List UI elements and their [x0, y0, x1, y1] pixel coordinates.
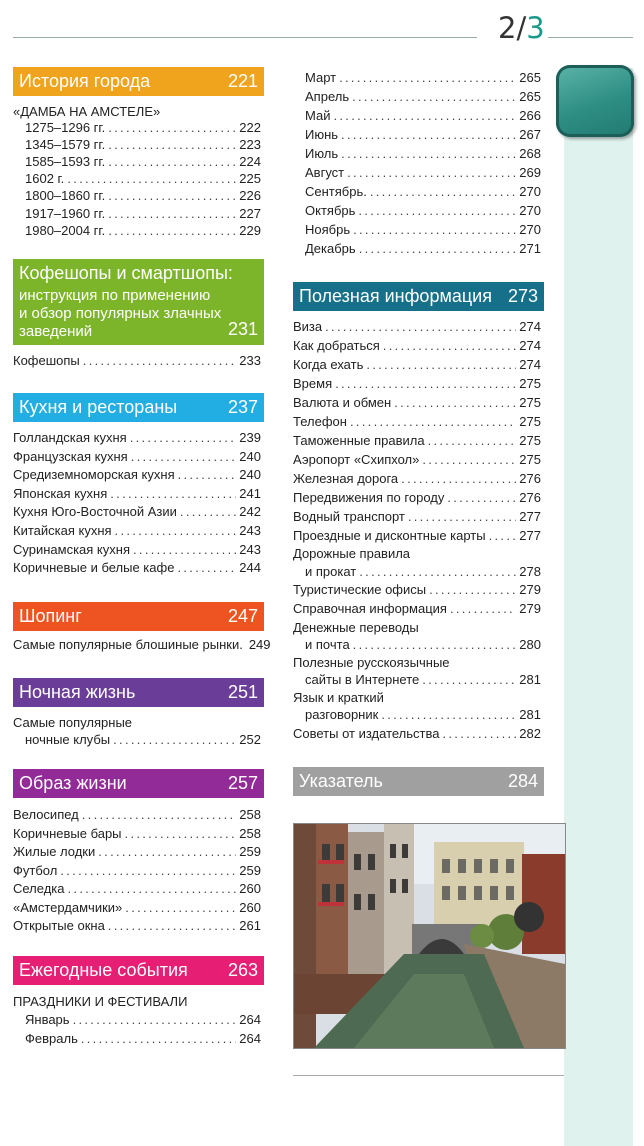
toc-entry-tips[interactable]: [293, 725, 541, 743]
entry-label: Селедка: [13, 881, 65, 896]
dot-leader: [352, 88, 516, 106]
entry-page: 239: [239, 430, 261, 445]
dot-leader: [325, 318, 516, 336]
entry-label: Футбол: [13, 862, 58, 878]
dot-leader: [370, 183, 516, 201]
section-title: Ночная жизнь: [19, 682, 136, 702]
toc-entry-kitchen[interactable]: [13, 448, 261, 466]
entry-label: Таможенные правила: [293, 433, 425, 448]
dot-leader: [381, 706, 516, 724]
entry-page: 258: [239, 825, 261, 841]
section-subtitle-1: инструкция по применению: [19, 287, 211, 304]
toc-entry-kitchen[interactable]: [13, 541, 261, 559]
entry-label: 1345–1579 гг.: [25, 137, 106, 153]
section-page: 231: [227, 319, 258, 339]
events-heading: ПРАЗДНИКИ И ФЕСТИВАЛИ: [13, 994, 188, 1009]
entry-label: Голландская кухня: [13, 430, 127, 445]
entry-page: 243: [239, 541, 261, 557]
dot-leader: [108, 205, 236, 223]
section-lifestyle[interactable]: [13, 769, 264, 798]
entry-label: Коричневые и белые кафе: [13, 560, 175, 576]
entry-page: 276: [519, 471, 541, 486]
dot-leader: [108, 153, 236, 171]
section-page: 263: [227, 960, 258, 980]
entry-page: 281: [519, 672, 541, 687]
entry-page: 260: [239, 899, 261, 915]
entry-page: 268: [519, 146, 541, 161]
dot-leader: [359, 563, 516, 581]
entry-page: 275: [519, 376, 541, 391]
entry-page: 225: [239, 171, 261, 187]
dot-leader: [339, 69, 516, 87]
entry-page: 274: [519, 357, 541, 372]
entry-label: Август: [305, 165, 345, 180]
section-coffeeshops[interactable]: [13, 259, 264, 345]
dot-leader: [353, 636, 517, 654]
entry-label: Французская кухня: [13, 448, 128, 464]
entry-label: Кофешопы: [13, 353, 80, 368]
toc-entry-roads[interactable]: [305, 563, 541, 581]
toc-entry-history[interactable]: [25, 153, 261, 171]
entry-label: Март: [305, 70, 337, 85]
entry-page: 269: [519, 165, 541, 180]
toc-entry-useful[interactable]: [293, 337, 541, 355]
section-page: 273: [507, 286, 538, 306]
entry-label: Когда ехать: [293, 357, 364, 372]
dot-leader: [60, 862, 236, 880]
section-title: Кофешопы и смартшопы:: [19, 263, 233, 283]
dot-leader: [422, 451, 516, 469]
entry-page: 241: [239, 485, 261, 501]
toc-entry-useful[interactable]: [293, 375, 541, 393]
entry-page: 227: [239, 205, 261, 221]
toc-entry-history[interactable]: [25, 205, 261, 223]
dot-leader: [401, 470, 516, 488]
entry-label: Коричневые бары: [13, 825, 122, 841]
entry-label: Открытые окна: [13, 918, 105, 933]
entry-label: Февраль: [25, 1030, 78, 1046]
dot-leader: [133, 541, 236, 559]
section-page: 284: [507, 771, 538, 791]
entry-label: Туристические офисы: [293, 582, 427, 597]
entry-page: 226: [239, 188, 261, 204]
entry-label: 1800–1860 гг.: [25, 188, 106, 204]
canal-photo: [293, 823, 566, 1049]
toc-entry-kitchen[interactable]: [13, 466, 261, 484]
toc-entry-month[interactable]: [305, 145, 541, 163]
toc-entry-useful[interactable]: [293, 527, 541, 545]
entry-label: 1275–1296 гг.: [25, 120, 106, 135]
entry-page: 281: [519, 707, 541, 722]
toc-entry-money[interactable]: [305, 636, 541, 654]
dot-leader: [115, 522, 237, 540]
toc-entry-phrasebook[interactable]: [305, 706, 541, 724]
toc-entry-lifestyle[interactable]: [13, 843, 261, 861]
entry-label: и прокат: [305, 564, 357, 579]
toc-entry-history[interactable]: [25, 136, 261, 154]
dot-leader: [447, 489, 516, 507]
dot-leader: [429, 581, 516, 599]
entry-label: Время: [293, 376, 333, 391]
entry-page: 264: [239, 1012, 261, 1027]
dot-leader: [108, 119, 236, 137]
entry-label: Ноябрь: [305, 222, 351, 237]
dot-leader: [350, 413, 516, 431]
entry-page: 224: [239, 154, 261, 170]
toc-entry-kitchen[interactable]: [13, 559, 261, 577]
section-useful-info[interactable]: [293, 282, 544, 311]
section-title: Указатель: [299, 771, 383, 791]
entry-page: 252: [239, 732, 261, 747]
toc-entry-month[interactable]: [305, 240, 541, 258]
toc-entry-useful[interactable]: [293, 356, 541, 374]
entry-page: 266: [519, 108, 541, 123]
dot-leader: [347, 164, 516, 182]
entry-label: Железная дорога: [293, 471, 399, 486]
entry-page: 244: [239, 560, 261, 576]
toc-entry-useful[interactable]: [293, 394, 541, 412]
toc-entry-lifestyle[interactable]: [13, 806, 261, 824]
useful-roads-line1: Дорожные правила: [293, 546, 411, 561]
toc-entry-events[interactable]: [25, 1030, 261, 1048]
dot-leader: [131, 448, 237, 466]
toc-entry-useful[interactable]: [293, 470, 541, 488]
entry-page: 279: [519, 582, 541, 597]
entry-page: 282: [519, 726, 541, 741]
section-page: 257: [227, 773, 258, 793]
section-title: Шопинг: [19, 606, 82, 626]
entry-label: Июнь: [305, 127, 339, 142]
toc-entry-useful[interactable]: [293, 581, 541, 599]
useful-sites-line1: Полезные русскоязычные: [293, 655, 450, 670]
entry-label: Виза: [293, 319, 323, 334]
section-page: 221: [227, 71, 258, 91]
toc-entry-history[interactable]: [25, 187, 261, 205]
entry-page: 277: [519, 509, 541, 524]
dot-leader: [353, 221, 516, 239]
entry-page: 261: [239, 918, 261, 933]
entry-label: Суринамская кухня: [13, 541, 130, 557]
entry-page: 275: [519, 433, 541, 448]
entry-page: 267: [519, 127, 541, 142]
entry-label: Водный транспорт: [293, 509, 405, 524]
entry-page: 229: [239, 222, 261, 238]
entry-label: Советы от издательства: [293, 726, 440, 741]
entry-label: сайты в Интернете: [305, 672, 420, 687]
dot-leader: [408, 508, 516, 526]
entry-label: Велосипед: [13, 807, 79, 822]
toc-entry-kitchen[interactable]: [13, 503, 261, 521]
entry-page: 274: [519, 338, 541, 353]
dot-leader: [178, 466, 237, 484]
toc-entry-lifestyle[interactable]: [13, 862, 261, 880]
entry-page: 264: [239, 1030, 261, 1046]
entry-label: Кухня Юго-Восточной Азии: [13, 504, 177, 520]
entry-page: 270: [519, 184, 541, 199]
entry-page: 240: [239, 467, 261, 483]
section-events[interactable]: [13, 956, 264, 985]
dot-leader: [422, 671, 516, 689]
entry-page: 259: [239, 862, 261, 878]
section-title: Ежегодные события: [19, 960, 188, 980]
toc-entry-coffee[interactable]: [13, 352, 261, 370]
dot-leader: [428, 432, 517, 450]
dot-leader: [108, 917, 237, 935]
page-current: 2: [498, 11, 517, 45]
dot-leader: [73, 1011, 237, 1029]
dot-leader: [130, 429, 237, 447]
entry-label: Сентябрь.: [305, 184, 367, 199]
toc-entry-month[interactable]: [305, 183, 541, 201]
entry-page: 270: [519, 222, 541, 237]
toc-entry-useful[interactable]: [293, 432, 541, 450]
dot-leader: [98, 843, 236, 861]
toc-entry-history[interactable]: [25, 170, 261, 188]
useful-lang-line1: Язык и краткий: [293, 690, 384, 705]
dot-leader: [68, 880, 237, 898]
entry-label: Самые популярные блошиные рынки.: [13, 637, 243, 652]
nightlife-line1: Самые популярные: [13, 715, 133, 730]
dot-leader: [108, 136, 236, 154]
entry-label: разговорник: [305, 707, 379, 722]
entry-label: Аэропорт «Схипхол»: [293, 452, 420, 467]
entry-page: 271: [519, 241, 541, 256]
toc-entry-month[interactable]: [305, 107, 541, 125]
toc-entry-lifestyle[interactable]: [13, 917, 261, 935]
section-subtitle-2: и обзор популярных злачных: [19, 305, 222, 322]
header-rule-left: [13, 37, 477, 38]
toc-entry-month[interactable]: [305, 221, 541, 239]
dot-leader: [81, 1030, 236, 1048]
entry-page: 279: [519, 601, 541, 616]
entry-page: 223: [239, 137, 261, 153]
bottom-rule: [293, 1075, 564, 1076]
toc-entry-useful[interactable]: [293, 451, 541, 469]
section-title: История города: [19, 71, 151, 91]
entry-page: 270: [519, 203, 541, 218]
entry-label: Передвижения по городу: [293, 490, 445, 505]
dot-leader: [358, 202, 516, 220]
toc-entry-month[interactable]: [305, 69, 541, 87]
toc-entry-history[interactable]: [25, 222, 261, 240]
entry-page: 242: [239, 504, 261, 520]
chapter-tab-button[interactable]: [556, 65, 634, 137]
side-strip: [564, 68, 633, 1146]
entry-label: Июль: [305, 146, 339, 161]
toc-entry-history[interactable]: [25, 119, 261, 137]
entry-page: 280: [519, 637, 541, 652]
dot-leader: [108, 187, 236, 205]
toc-entry-lifestyle[interactable]: [13, 825, 261, 843]
section-index[interactable]: [293, 767, 544, 796]
useful-money-line1: Денежные переводы: [293, 620, 419, 635]
entry-page: 258: [239, 807, 261, 822]
dot-leader: [333, 107, 516, 125]
toc-entry-month[interactable]: [305, 202, 541, 220]
toc-entry-useful[interactable]: [293, 600, 541, 618]
entry-page: 275: [519, 395, 541, 410]
entry-label: Май: [305, 108, 331, 123]
dot-leader: [110, 485, 236, 503]
header-rule-right: [548, 37, 633, 38]
dot-leader: [125, 899, 236, 917]
entry-label: Валюта и обмен: [293, 395, 392, 410]
section-page: 251: [227, 682, 258, 702]
toc-entry-month[interactable]: [305, 126, 541, 144]
dot-leader: [335, 375, 516, 393]
entry-label: Японская кухня: [13, 485, 108, 501]
entry-label: Апрель: [305, 89, 350, 104]
entry-label: Как добраться: [293, 338, 380, 353]
toc-entry-useful[interactable]: [293, 413, 541, 431]
entry-label: Китайская кухня: [13, 523, 112, 538]
section-page: 237: [227, 397, 258, 417]
toc-entry-night[interactable]: [25, 731, 261, 749]
section-page: 247: [227, 606, 258, 626]
dot-leader: [125, 825, 237, 843]
entry-label: Жилые лодки: [13, 844, 96, 859]
dot-leader: [108, 222, 236, 240]
entry-page: 276: [519, 490, 541, 505]
toc-entry-kitchen[interactable]: [13, 485, 261, 503]
entry-label: «Амстердамчики»: [13, 899, 123, 915]
entry-label: Телефон: [293, 414, 347, 429]
section-title: Кухня и рестораны: [19, 397, 178, 417]
entry-page: 274: [519, 319, 541, 334]
entry-page: 277: [519, 528, 541, 543]
entry-label: Октябрь: [305, 203, 356, 218]
entry-page: 265: [519, 89, 541, 104]
section-nightlife[interactable]: [13, 678, 264, 707]
dot-leader: [442, 725, 516, 743]
toc-entry-lifestyle[interactable]: [13, 899, 261, 917]
section-history[interactable]: [13, 67, 264, 96]
entry-label: Проездные и дисконтные карты: [293, 528, 486, 543]
dot-leader: [450, 600, 516, 618]
section-title: Образ жизни: [19, 773, 127, 793]
entry-page: 243: [239, 523, 261, 538]
dot-leader: [83, 352, 237, 370]
dot-leader: [383, 337, 516, 355]
toc-entry-month[interactable]: [305, 164, 541, 182]
dot-leader: [359, 240, 517, 258]
entry-page: 249: [248, 637, 271, 652]
entry-label: Средиземноморская кухня: [13, 467, 175, 483]
dot-leader: [82, 806, 237, 824]
dot-leader: [341, 126, 516, 144]
entry-label: Январь: [25, 1012, 70, 1027]
toc-entry-kitchen[interactable]: [13, 429, 261, 447]
entry-page: 222: [239, 120, 261, 135]
entry-page: 240: [239, 448, 261, 464]
entry-page: 275: [519, 452, 541, 467]
entry-label: 1602 г.: [25, 171, 65, 187]
toc-entry-sites[interactable]: [305, 671, 541, 689]
entry-page: 265: [519, 70, 541, 85]
toc-entry-useful[interactable]: [293, 508, 541, 526]
entry-label: и почта: [305, 637, 350, 652]
history-heading: «ДАМБА НА АМСТЕЛЕ»: [13, 104, 161, 119]
page-total: 3: [526, 11, 545, 45]
toc-entry-useful[interactable]: [293, 489, 541, 507]
dot-leader: [177, 559, 236, 577]
section-title: Полезная информация: [299, 286, 492, 306]
entry-page: 259: [239, 844, 261, 859]
entry-page: 233: [239, 353, 261, 368]
dot-leader: [180, 503, 236, 521]
dot-leader: [113, 731, 236, 749]
dot-leader: [394, 394, 516, 412]
entry-label: 1980–2004 гг.: [25, 222, 106, 238]
toc-entry-useful[interactable]: [293, 318, 541, 336]
page-slash: /: [516, 11, 527, 45]
section-kitchen[interactable]: [13, 393, 264, 422]
toc-entry-shopping[interactable]: [13, 636, 271, 654]
toc-entry-lifestyle[interactable]: [13, 880, 261, 898]
toc-entry-events[interactable]: [25, 1011, 261, 1029]
entry-label: Справочная информация: [293, 601, 447, 616]
dot-leader: [67, 170, 236, 188]
entry-page: 278: [519, 564, 541, 579]
entry-page: 275: [519, 414, 541, 429]
section-subtitle-3: заведений: [19, 323, 93, 340]
dot-leader: [489, 527, 517, 545]
entry-page: 260: [239, 881, 261, 896]
page-indicator: [498, 12, 545, 44]
entry-label: 1917–1960 гг.: [25, 205, 106, 221]
dot-leader: [341, 145, 516, 163]
section-shopping[interactable]: [13, 602, 264, 631]
entry-label: Декабрь: [305, 241, 356, 256]
dot-leader: [366, 356, 516, 374]
entry-label: ночные клубы: [25, 732, 111, 747]
toc-entry-kitchen[interactable]: [13, 522, 261, 540]
entry-label: 1585–1593 гг.: [25, 154, 106, 170]
toc-entry-month[interactable]: [305, 88, 541, 106]
